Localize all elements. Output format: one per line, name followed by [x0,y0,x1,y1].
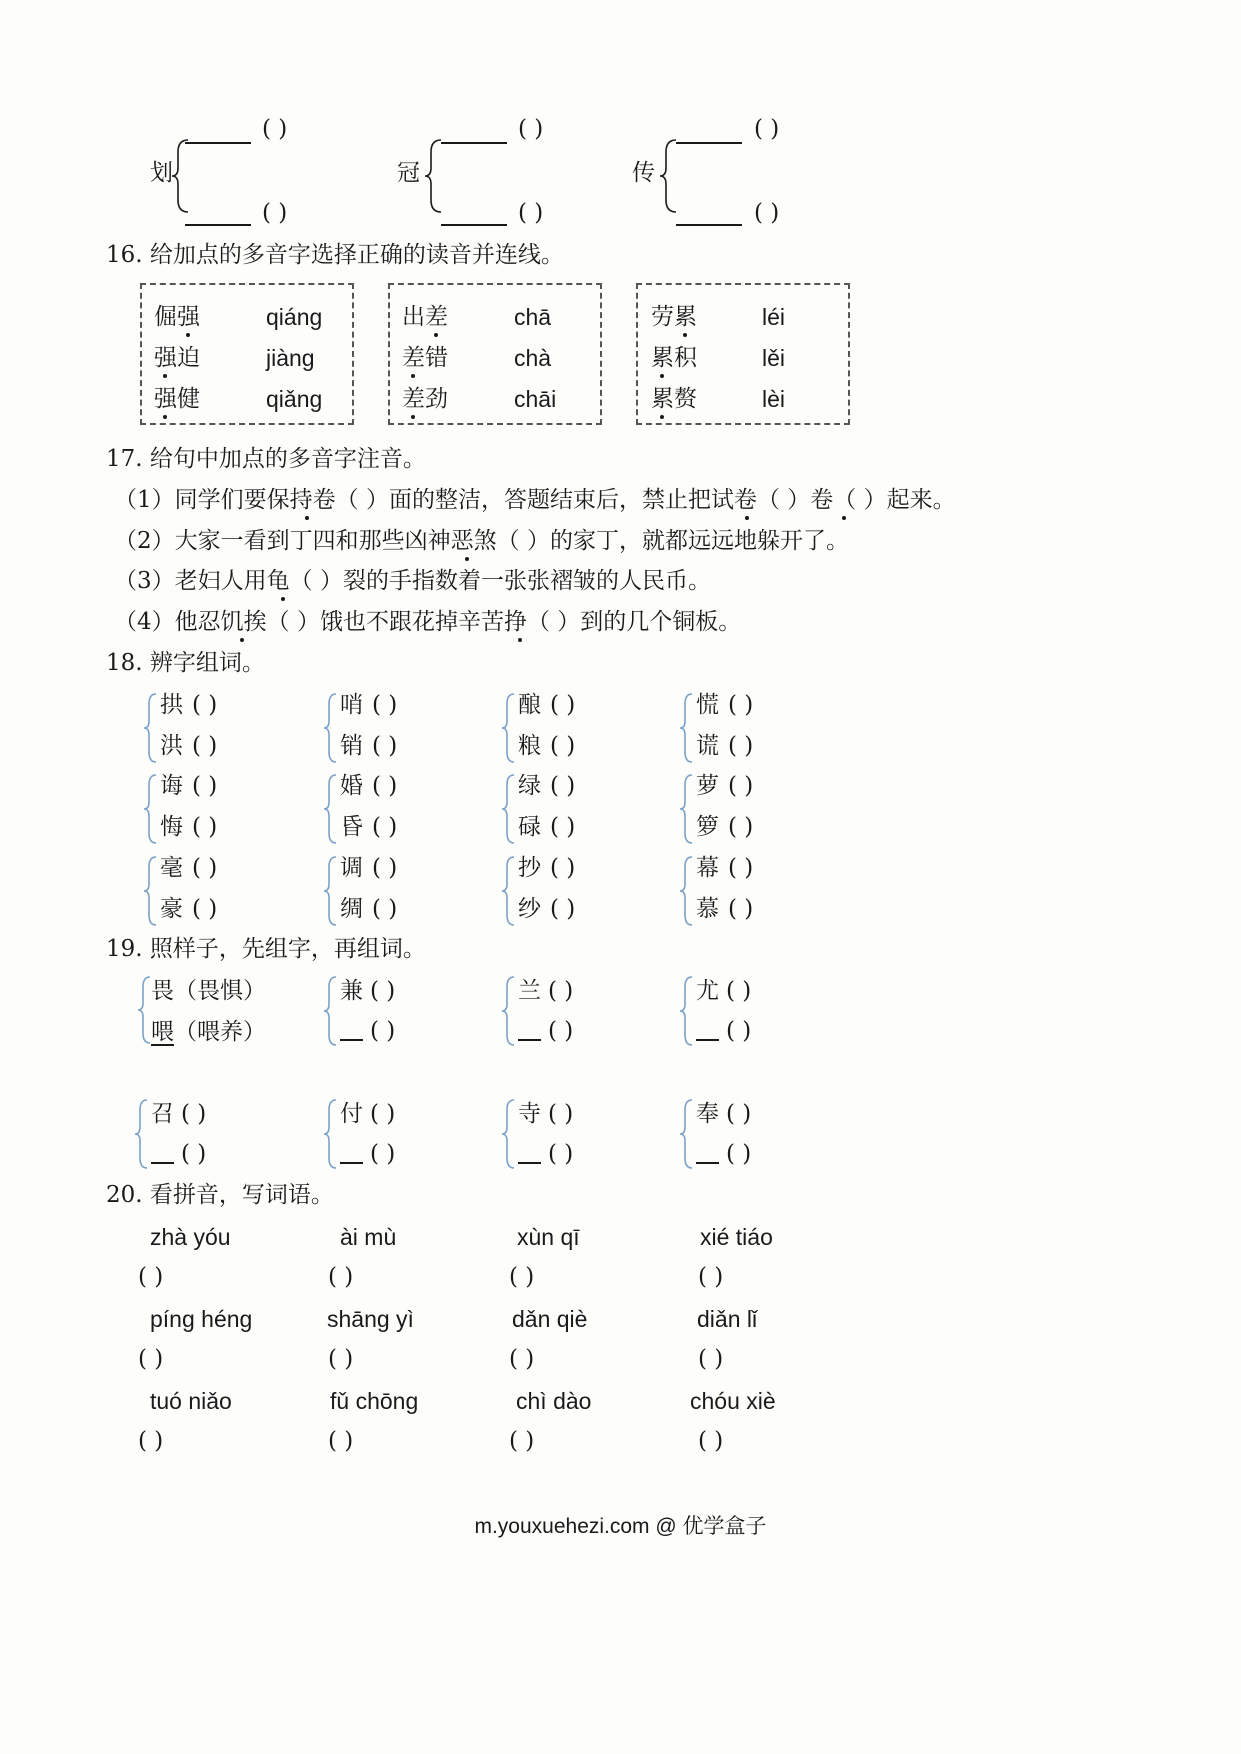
emphasis-dot [411,415,415,419]
q19-paren[interactable]: ( ) [181,1101,207,1127]
q20-answer-paren[interactable]: ( ) [138,1346,164,1372]
emphasis-dot [518,638,522,642]
q17-line-4[interactable]: （4）他忍饥挨（ ）饿也不跟花掉辛苦挣（ ）到的几个铜板。 [114,609,742,635]
q17-line-2[interactable]: （2）大家一看到丁四和那些凶神恶煞（ ）的家丁，就都远远地躲开了。 [114,528,849,554]
q18-paren[interactable]: ( ) [550,733,576,759]
q19-blank-char[interactable] [518,1162,541,1164]
q18-heading: 18. 辨字组词。 [106,650,265,676]
q19-paren[interactable]: ( ) [370,978,396,1004]
q20-pinyin: píng héng [150,1306,253,1332]
q18-char: 调 [340,855,363,881]
q19-blank-char[interactable] [340,1039,363,1041]
q18-char: 幕 [696,855,719,881]
q15-blank[interactable] [676,224,742,226]
q19-char: 奉 [696,1101,719,1127]
q20-pinyin: fǔ chōng [330,1388,419,1414]
brace [502,975,516,1047]
q20-answer-paren[interactable]: ( ) [698,1428,724,1454]
brace [324,692,338,764]
q19-char: 尤 [696,978,719,1004]
q18-char: 毫 [160,855,183,881]
q19-paren[interactable]: ( ) [726,1101,752,1127]
q18-paren[interactable]: ( ) [728,773,754,799]
q19-blank-char[interactable] [518,1039,541,1041]
q15-paren[interactable]: ( ) [754,116,780,142]
brace [324,1098,338,1170]
q18-paren[interactable]: ( ) [372,773,398,799]
q18-paren[interactable]: ( ) [192,896,218,922]
q18-char: 慌 [696,692,719,718]
q18-char: 谎 [696,733,719,759]
q15-char: 传 [632,160,655,186]
q19-blank-char[interactable] [340,1162,363,1164]
q19-char: 兼 [340,978,363,1004]
brace [135,1098,149,1170]
q16-word[interactable]: 出差 [402,304,448,330]
q20-pinyin: shāng yì [327,1306,414,1332]
q16-pinyin[interactable]: chā [514,304,552,330]
q20-pinyin: xié tiáo [700,1224,773,1250]
brace [680,692,694,764]
q20-pinyin: diǎn lǐ [697,1306,758,1332]
q18-paren[interactable]: ( ) [550,773,576,799]
q20-pinyin: xùn qī [517,1224,580,1250]
q18-paren[interactable]: ( ) [372,692,398,718]
q19-example-top: 畏（畏惧） [151,978,266,1004]
brace [680,1098,694,1170]
q16-pinyin[interactable]: lěi [762,345,786,371]
q19-paren[interactable]: ( ) [548,1141,574,1167]
emphasis-dot [163,374,167,378]
q18-paren[interactable]: ( ) [372,814,398,840]
q18-char: 萝 [696,773,719,799]
emphasis-dot [660,415,664,419]
q20-answer-paren[interactable]: ( ) [698,1346,724,1372]
q18-char: 慕 [696,896,719,922]
q16-word[interactable]: 强健 [154,386,200,412]
q19-blank-char[interactable] [696,1039,719,1041]
q19-brace [138,975,152,1045]
q18-paren[interactable]: ( ) [728,896,754,922]
emphasis-dot [163,415,167,419]
brace [324,975,338,1047]
q18-char: 豪 [160,896,183,922]
q18-paren[interactable]: ( ) [192,855,218,881]
q16-pinyin[interactable]: jiàng [266,345,315,371]
brace [502,773,516,845]
q16-pinyin[interactable]: chāi [514,386,557,412]
q18-paren[interactable]: ( ) [192,692,218,718]
emphasis-dot [305,516,309,520]
q19-blank-char[interactable] [151,1162,174,1164]
emphasis-dot [660,374,664,378]
q18-paren[interactable]: ( ) [550,896,576,922]
q15-char: 划 [150,160,173,186]
q18-paren[interactable]: ( ) [550,814,576,840]
q15-paren[interactable]: ( ) [518,116,544,142]
q18-char: 诲 [160,773,183,799]
q18-paren[interactable]: ( ) [192,814,218,840]
q18-char: 绿 [518,773,541,799]
q19-paren[interactable]: ( ) [370,1018,396,1044]
q18-char: 碌 [518,814,541,840]
emphasis-dot [434,333,438,337]
brace [324,855,338,927]
q16-word[interactable]: 倔强 [154,304,200,330]
q20-answer-paren[interactable]: ( ) [328,1346,354,1372]
q18-char: 粮 [518,733,541,759]
q18-char: 酿 [518,692,541,718]
q16-word[interactable]: 差劲 [402,386,448,412]
q19-paren[interactable]: ( ) [726,1141,752,1167]
brace [144,855,158,927]
q19-example-bottom: 喂（喂养） [151,1019,266,1045]
q19-blank-char[interactable] [696,1162,719,1164]
q15-paren[interactable]: ( ) [754,200,780,226]
q17-line-1[interactable]: （1）同学们要保持卷（ ）面的整洁，答题结束后，禁止把试卷（ ）卷（ ）起来。 [114,487,956,513]
q18-char: 绸 [340,896,363,922]
q19-char: 召 [151,1101,174,1127]
q15-blank[interactable] [441,142,507,144]
q15-paren[interactable]: ( ) [262,200,288,226]
q20-answer-paren[interactable]: ( ) [328,1428,354,1454]
q19-paren[interactable]: ( ) [726,1018,752,1044]
brace [680,975,694,1047]
q18-char: 昏 [340,814,363,840]
q20-answer-paren[interactable]: ( ) [138,1264,164,1290]
q19-char: 付 [340,1101,363,1127]
q15-paren[interactable]: ( ) [262,116,288,142]
q15-char: 冠 [397,160,420,186]
emphasis-dot [842,516,846,520]
q16-pinyin[interactable]: lèi [762,386,786,412]
q16-word[interactable]: 劳累 [651,304,697,330]
q18-paren[interactable]: ( ) [550,855,576,881]
q15-brace [172,138,192,214]
emphasis-dot [240,638,244,642]
emphasis-dot [411,374,415,378]
q18-paren[interactable]: ( ) [372,855,398,881]
q16-heading: 16. 给加点的多音字选择正确的读音并连线。 [106,242,564,268]
q19-char: 寺 [518,1101,541,1127]
q18-char: 悔 [160,814,183,840]
q18-char: 拱 [160,692,183,718]
q18-paren[interactable]: ( ) [728,855,754,881]
q16-word[interactable]: 强迫 [154,345,200,371]
q18-char: 纱 [518,896,541,922]
q19-paren[interactable]: ( ) [548,1101,574,1127]
brace [144,773,158,845]
emphasis-dot [683,333,687,337]
q15-blank[interactable] [185,224,251,226]
q18-paren[interactable]: ( ) [550,692,576,718]
q19-char: 兰 [518,978,541,1004]
q20-answer-paren[interactable]: ( ) [509,1264,535,1290]
q16-pinyin[interactable]: qiáng [266,304,323,330]
emphasis-dot [745,516,749,520]
q15-blank[interactable] [441,224,507,226]
q20-pinyin: ài mù [340,1224,397,1250]
q16-word[interactable]: 累积 [651,345,697,371]
q20-answer-paren[interactable]: ( ) [328,1264,354,1290]
q15-blank[interactable] [185,142,251,144]
q15-blank[interactable] [676,142,742,144]
brace [502,692,516,764]
q16-pinyin[interactable]: léi [762,304,786,330]
q16-word[interactable]: 差错 [402,345,448,371]
emphasis-dot [186,333,190,337]
q18-paren[interactable]: ( ) [372,896,398,922]
q18-char: 哨 [340,692,363,718]
q20-pinyin: tuó niǎo [150,1388,232,1414]
q18-char: 抄 [518,855,541,881]
q19-paren[interactable]: ( ) [726,978,752,1004]
q18-paren[interactable]: ( ) [728,733,754,759]
q20-pinyin: chóu xiè [690,1388,776,1414]
q16-word[interactable]: 累赘 [651,386,697,412]
q18-paren[interactable]: ( ) [192,733,218,759]
q20-answer-paren[interactable]: ( ) [138,1428,164,1454]
emphasis-dot [281,597,285,601]
q20-answer-paren[interactable]: ( ) [509,1346,535,1372]
q20-heading: 20. 看拼音，写词语。 [106,1182,334,1208]
brace [502,1098,516,1170]
q18-char: 洪 [160,733,183,759]
q18-char: 婚 [340,773,363,799]
q15-paren[interactable]: ( ) [518,200,544,226]
q19-paren[interactable]: ( ) [370,1141,396,1167]
brace [144,692,158,764]
q19-paren[interactable]: ( ) [370,1101,396,1127]
q19-heading: 19. 照样子，先组字，再组词。 [106,936,426,962]
brace [680,773,694,845]
q18-paren[interactable]: ( ) [728,692,754,718]
q17-heading: 17. 给句中加点的多音字注音。 [106,446,426,472]
q19-paren[interactable]: ( ) [181,1141,207,1167]
q19-paren[interactable]: ( ) [548,1018,574,1044]
q16-pinyin[interactable]: qiǎng [266,386,323,412]
q20-pinyin: zhà yóu [150,1224,231,1250]
q18-paren[interactable]: ( ) [728,814,754,840]
q18-paren[interactable]: ( ) [372,733,398,759]
q20-pinyin: chì dào [516,1388,592,1414]
q18-char: 销 [340,733,363,759]
brace [324,773,338,845]
q15-brace [425,138,445,214]
q16-pinyin[interactable]: chà [514,345,552,371]
footer-text: m.youxuehezi.com @ 优学盒子 [474,1515,767,1538]
brace [680,855,694,927]
q20-answer-paren[interactable]: ( ) [698,1264,724,1290]
q18-paren[interactable]: ( ) [192,773,218,799]
q17-line-3[interactable]: （3）老妇人用龟（ ）裂的手指数着一张张褶皱的人民币。 [114,568,711,594]
q19-paren[interactable]: ( ) [548,978,574,1004]
q18-char: 箩 [696,814,719,840]
brace [502,855,516,927]
q19-example-underline [151,1044,174,1046]
q15-brace [660,138,680,214]
q20-pinyin: dǎn qiè [512,1306,588,1332]
q20-answer-paren[interactable]: ( ) [509,1428,535,1454]
emphasis-dot [465,557,469,561]
